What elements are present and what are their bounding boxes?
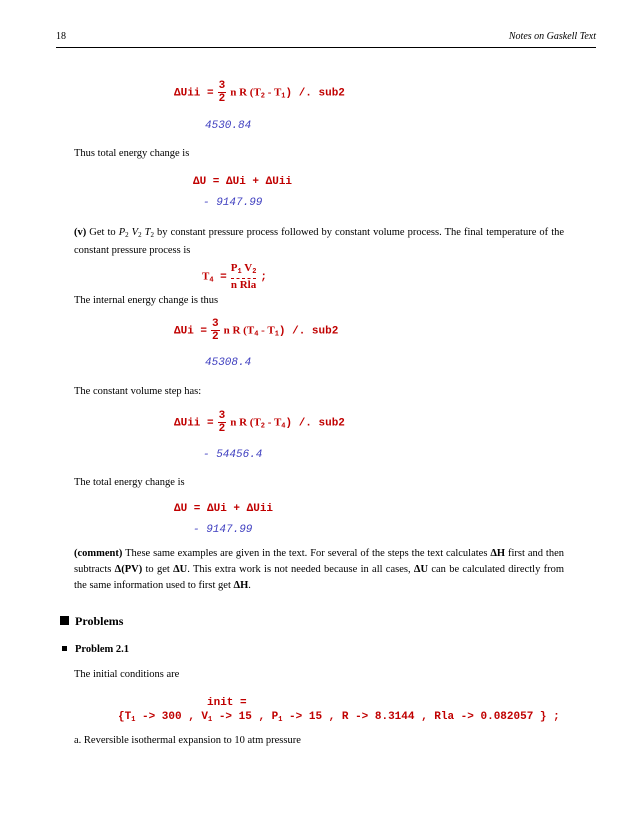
text-total-2: The total energy change is: [74, 477, 185, 488]
paragraph-v: (v) Get to $P_2$ $V_2$ $T_2$ by constant pressure process followed by constant volume process. The final temperature of the constant pressure process is: [74, 227, 565, 256]
fraction: $\frac{3}{2}$: [218, 80, 226, 105]
uii-output-1: 4530.84: [205, 120, 252, 132]
fraction: $\frac{3}{2}$: [212, 318, 219, 343]
text-total-1: Thus total energy change is: [74, 148, 190, 159]
subsection-bullet-icon: [62, 646, 67, 651]
header-rule: [56, 47, 596, 48]
ui-output-2: 45308.4: [205, 357, 252, 369]
init-line-2: {$T_1 -> 300$ , $V_1 -> 15$ , $P_1 -> 15$ , R -> 8.3144 , Rla -> 0.082057 } ;: [118, 711, 560, 724]
subsection-problem-2-1: Problem 2.1: [62, 644, 129, 655]
du-input-2: ΔU = ΔUi + ΔUii: [174, 503, 274, 515]
du-input-1: ΔU = ΔUi + ΔUii: [193, 176, 293, 188]
ui-input-2: ΔUi = $\frac{3}{2}$ n R $(T_4 - T_1)$ /. sub2: [174, 318, 339, 343]
running-title: Notes on Gaskell Text: [508, 31, 596, 42]
section-problems: Problems: [60, 614, 123, 629]
init-line-1: init =: [207, 697, 247, 709]
fraction: $\frac{P_1 V_2}{\text{n Rla}}$: [230, 262, 257, 291]
uii-input-1: ΔUii = $\frac{3}{2}$ n R $(T_2 - T_1)$ /. sub2: [174, 80, 345, 105]
text-internal: The internal energy change is thus: [74, 295, 219, 306]
page-number: 18: [56, 31, 66, 42]
uii-input-2: ΔUii = $\frac{3}{2}$ n R $(T_2 - T_4)$ /. sub2: [174, 410, 345, 435]
du-output-2: - 9147.99: [193, 524, 253, 536]
text-part-a: a. Reversible isothermal expansion to 10 atm pressure: [74, 735, 301, 746]
text-initial: The initial conditions are: [74, 669, 180, 680]
uii-output-2: - 54456.4: [203, 449, 263, 461]
comment-paragraph: (comment) These same examples are given in the text. For several of the steps the text calculates ΔH first and then subtracts Δ(PV) to get ΔU. This extra work is not needed because in all cases, ΔU can be calculated directly from the same information used to first get ΔH.: [74, 548, 565, 591]
section-bullet-icon: [60, 616, 69, 625]
fraction: $\frac{3}{2}$: [218, 410, 226, 435]
t4-input: $T_4$ = $\frac{P_1 V_2}{\text{n Rla}}$ ;: [202, 262, 267, 291]
du-output-1: - 9147.99: [203, 197, 263, 209]
text-constvol: The constant volume step has:: [74, 386, 202, 397]
